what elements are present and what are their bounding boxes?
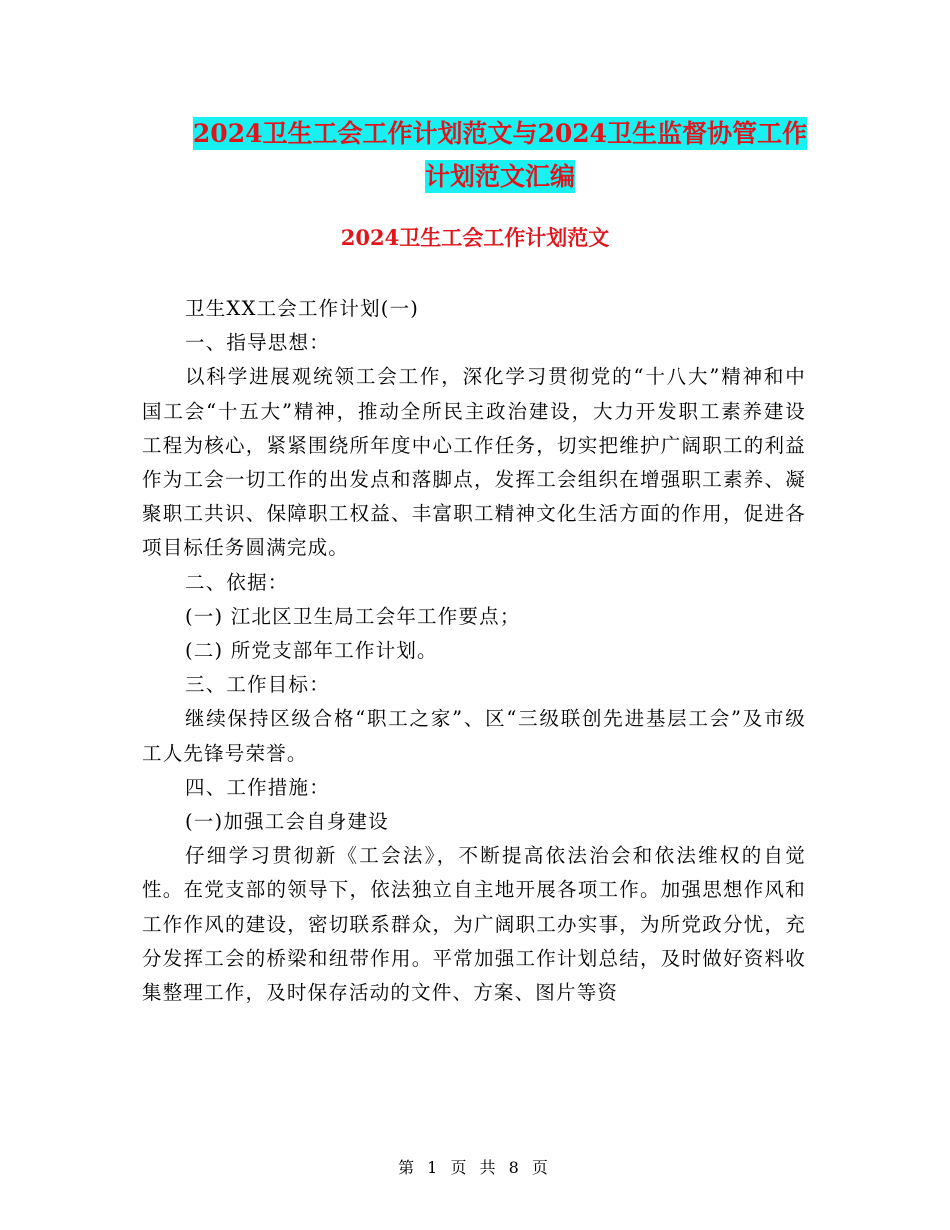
paragraph: 仔细学习贯彻新《工会法》，不断提高依法治会和依法维权的自觉性。在党支部的领导下，依法独立自主地开展各项工作。加强思想作风和工作作风的建设，密切联系群众，为广阔职工办实事，为所党政分忧，充分发挥工会的桥梁和纽带作用。平常加强工作计划总结，及时做好资料收集整理工作，及时保存活动的文件、方案、图片等资 xyxy=(142,844,806,1005)
paragraph: 一、指导思想： xyxy=(185,331,330,355)
paragraph: 卫生XX工会工作计划(一) xyxy=(185,297,420,320)
title-line-1: 2024卫生工会工作计划范文与2024卫生监督协管工作 xyxy=(192,119,808,148)
paragraph: (二) 所党支部年工作计划。 xyxy=(185,639,438,663)
paragraph: 三、工作目标： xyxy=(185,673,330,697)
paragraph: 二、依据： xyxy=(185,570,289,594)
paragraph: 继续保持区级合格“职工之家”、区“三级联创先进基层工会”及市级工人先锋号荣誉。 xyxy=(142,707,806,765)
document-body xyxy=(142,292,806,1010)
paragraph: 以科学进展观统领工会工作，深化学习贯彻党的“十八大”精神和中国工会“十五大”精神，推动全所民主政治建设，大力开发职工素养建设工程为核心，紧紧围绕所年度中心工作任务，切实把维护广阔职工的利益作为工会一切工作的出发点和落脚点，发挥工会组织在增强职工素养、凝聚职工共识、保障职工权益、丰富职工精神文化生活方面的作用，促进各项目标任务圆满完成。 xyxy=(142,365,806,560)
title-line-2: 计划范文汇编 xyxy=(424,162,575,191)
paragraph: (一) 江北区卫生局工会年工作要点； xyxy=(185,604,521,628)
paragraph: (一)加强工会自身建设 xyxy=(185,810,389,834)
paragraph: 四、工作措施： xyxy=(185,775,330,799)
document-title xyxy=(140,112,860,198)
page-footer: 第 1 页 共 8 页 xyxy=(398,1158,552,1177)
section-title: 2024卫生工会工作计划范文 xyxy=(340,225,610,250)
